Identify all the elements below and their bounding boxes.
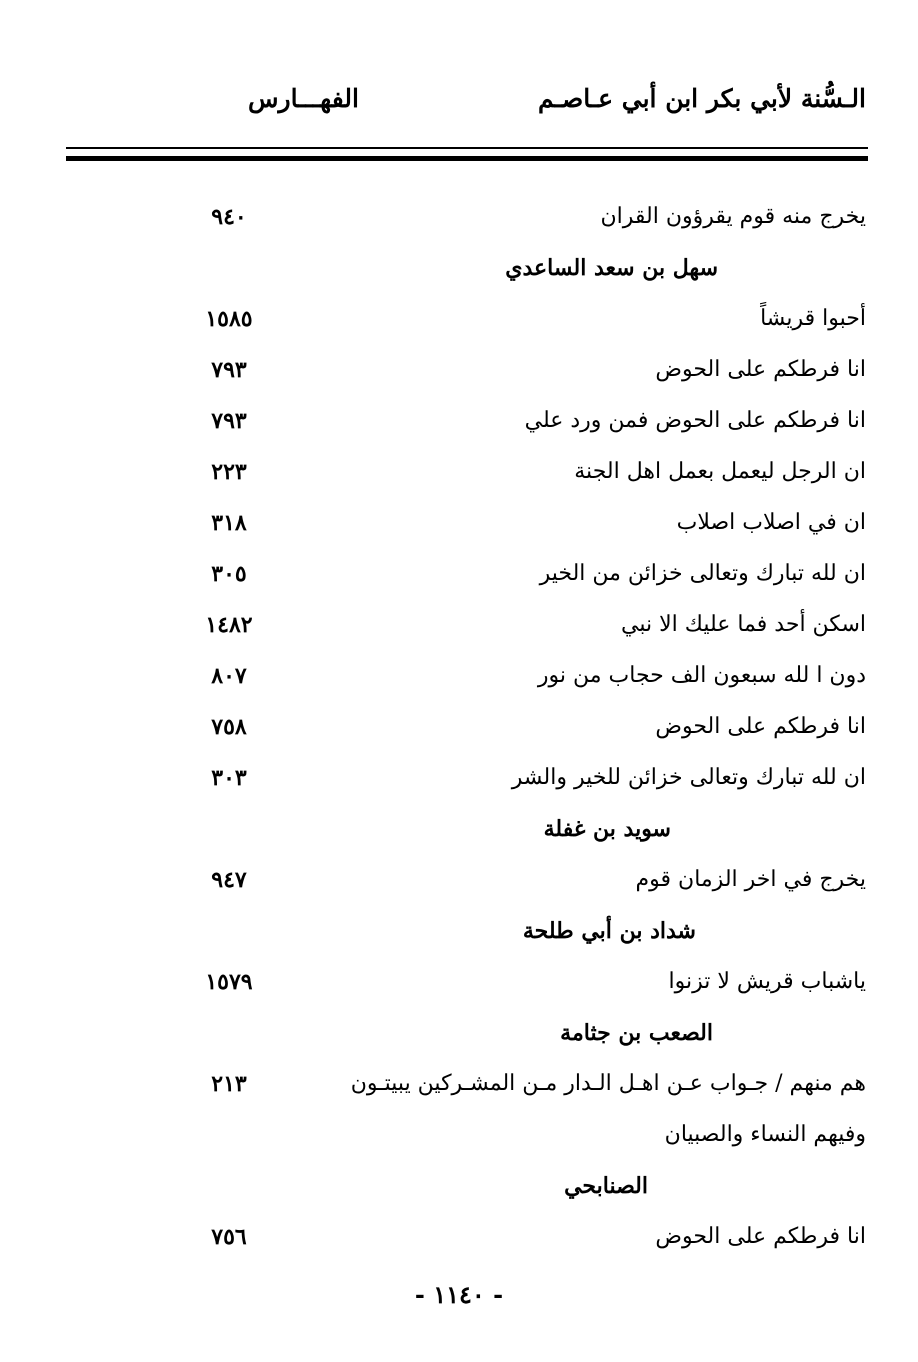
index-entry [0, 654, 918, 705]
entry-number: ١٥٧٩ [205, 969, 253, 995]
index-entry [0, 348, 918, 399]
entry-number: ٣٠٣ [211, 765, 247, 791]
narrator-heading: سويد بن غفلة [543, 816, 671, 842]
entry-text: دون ا لله سبعون الف حجاب من نور [537, 663, 866, 688]
index-entry [0, 960, 918, 1011]
index-entry [0, 399, 918, 450]
entry-text: ان الرجل ليعمل بعمل اهل الجنة [574, 459, 866, 484]
entry-text: اسكن أحد فما عليك الا نبي [621, 612, 866, 637]
entry-number: ٢٢٣ [211, 459, 247, 485]
entry-text: يخرج منه قوم يقرؤون القران [600, 204, 866, 229]
entry-text: ان لله تبارك وتعالى خزائن من الخير [539, 561, 866, 586]
index-list [0, 195, 918, 1266]
header-rule-thick [66, 156, 868, 161]
entry-text: هم منهم / جـواب عـن اهـل الـدار مـن المشـركين يبيتـون [350, 1071, 866, 1096]
narrator-heading: الصعب بن جثامة [560, 1020, 713, 1046]
entry-text: يخرج في اخر الزمان قوم [635, 867, 866, 892]
entry-text: انا فرطكم على الحوض [655, 714, 866, 739]
entry-number: ٧٥٦ [211, 1224, 247, 1250]
index-entry [0, 1062, 918, 1113]
narrator-heading-row [0, 1164, 918, 1215]
entry-number: ٩٤٠ [211, 204, 247, 230]
entry-number: ٣١٨ [211, 510, 247, 536]
section-title: الفهـــارس [248, 84, 359, 113]
entry-number: ٧٥٨ [211, 714, 247, 740]
narrator-heading-row [0, 909, 918, 960]
entry-text: ياشباب قريش لا تزنوا [668, 969, 866, 994]
entry-number: ١٤٨٢ [205, 612, 253, 638]
entry-text: ان لله تبارك وتعالى خزائن للخير والشر [511, 765, 866, 790]
entry-text: انا فرطكم على الحوض [655, 357, 866, 382]
entry-continuation-row [0, 1113, 918, 1164]
entry-text: انا فرطكم على الحوض فمن ورد علي [524, 408, 866, 433]
entry-number: ٧٩٣ [211, 357, 247, 383]
narrator-heading: الصنابحي [564, 1173, 648, 1199]
entry-number: ٨٠٧ [211, 663, 247, 689]
index-entry [0, 450, 918, 501]
narrator-heading: شداد بن أبي طلحة [522, 918, 696, 944]
narrator-heading-row [0, 807, 918, 858]
index-entry [0, 195, 918, 246]
page-number: - ١١٤٠ - [414, 1280, 504, 1309]
index-entry [0, 1215, 918, 1266]
index-entry [0, 501, 918, 552]
narrator-heading-row [0, 1011, 918, 1062]
entry-number: ٢١٣ [211, 1071, 247, 1097]
entry-number: ٩٤٧ [211, 867, 247, 893]
narrator-heading: سهل بن سعد الساعدي [505, 255, 718, 281]
index-entry [0, 858, 918, 909]
index-entry [0, 297, 918, 348]
entry-number: ٣٠٥ [211, 561, 247, 587]
entry-continuation: وفيهم النساء والصبيان [664, 1122, 866, 1147]
entry-number: ٧٩٣ [211, 408, 247, 434]
book-title: الـسُّنة لأبي بكر ابن أبي عـاصـم [538, 84, 866, 113]
narrator-heading-row [0, 246, 918, 297]
entry-number: ١٥٨٥ [205, 306, 253, 332]
entry-text: انا فرطكم على الحوض [655, 1224, 866, 1249]
index-entry [0, 756, 918, 807]
index-entry [0, 705, 918, 756]
index-entry [0, 552, 918, 603]
index-entry [0, 603, 918, 654]
entry-text: أحبوا قريشاً [760, 306, 866, 331]
header-rule-thin [66, 147, 868, 149]
entry-text: ان في اصلاب اصلاب [676, 510, 866, 535]
